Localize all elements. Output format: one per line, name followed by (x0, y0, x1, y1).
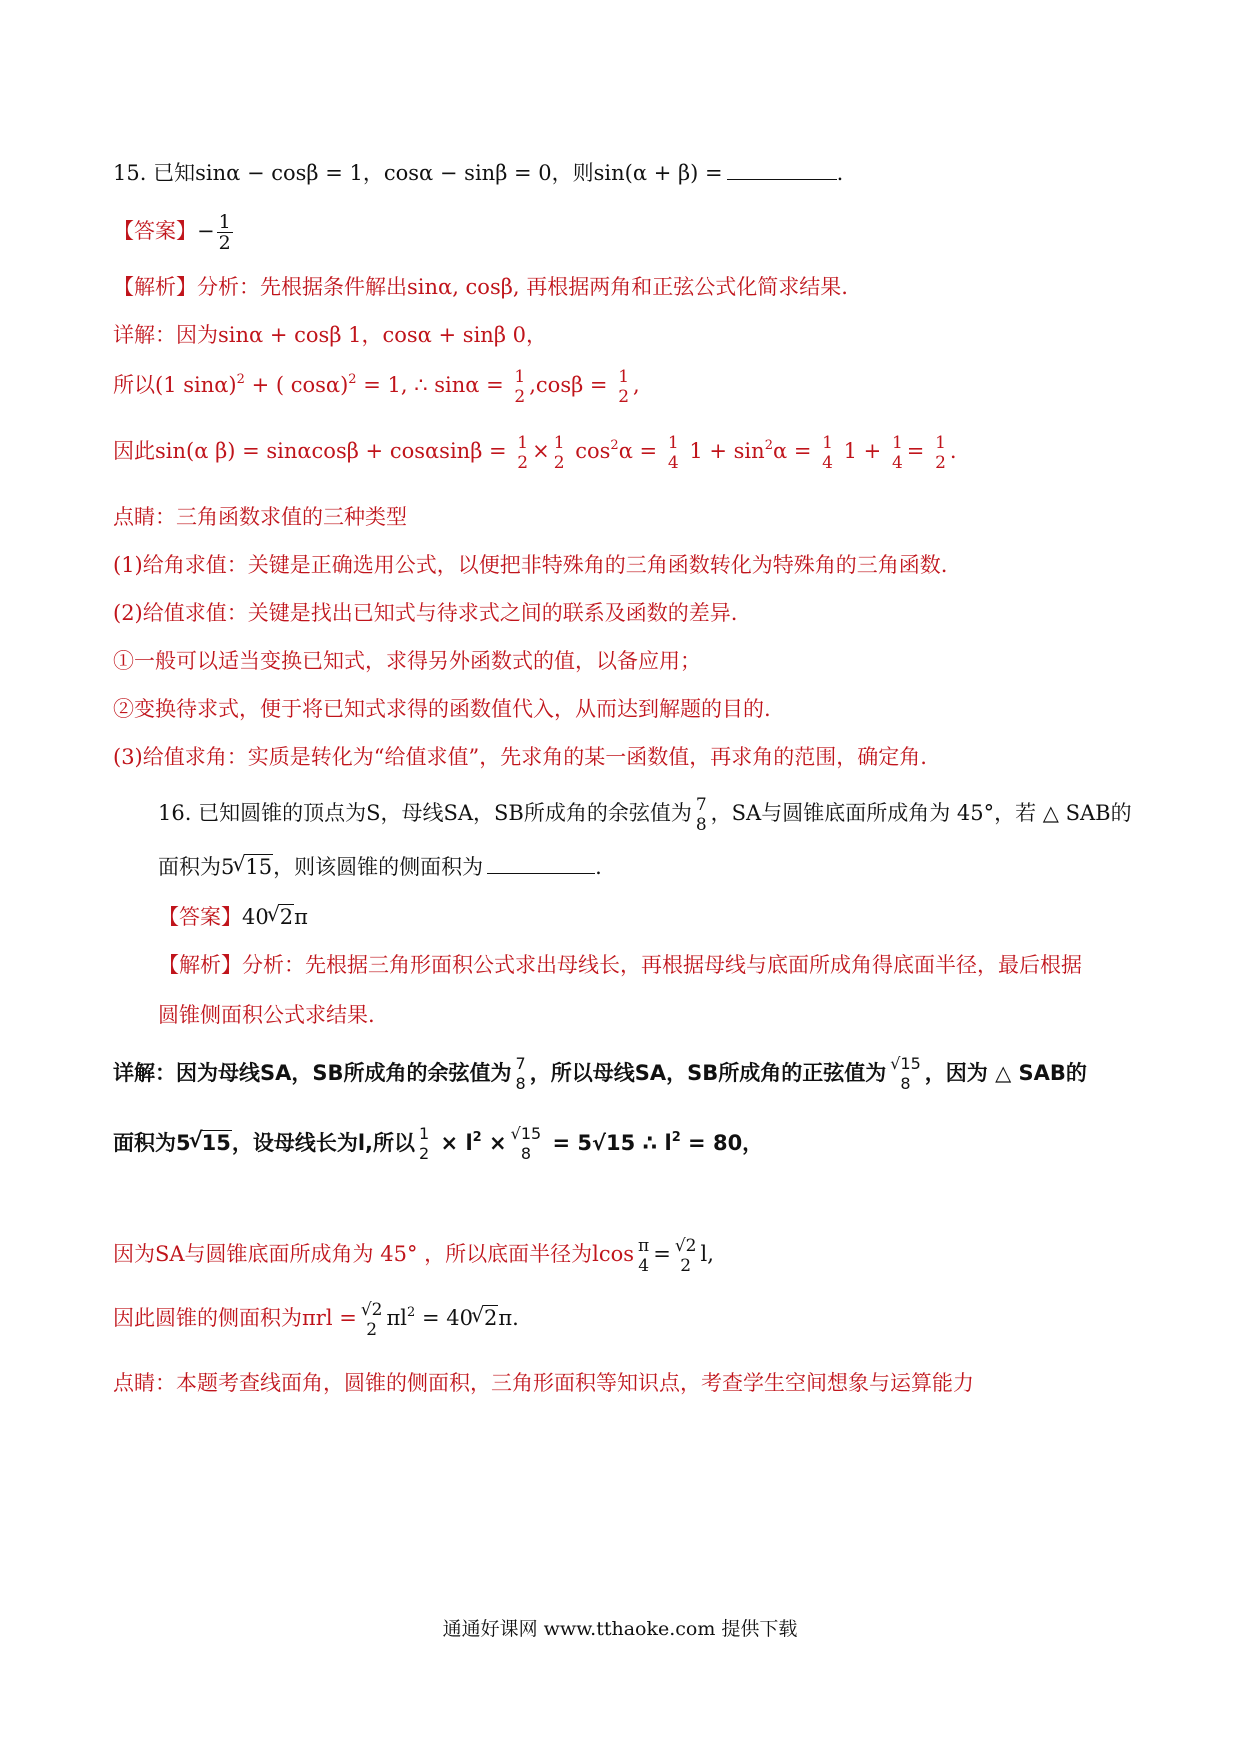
fraction: √2 2 (674, 1235, 697, 1276)
sqrt: √ 15 (191, 1120, 232, 1166)
sqrt: √ 2 (473, 1294, 498, 1342)
page-footer: 通通好课网 www.tthaoke.com 提供下载 (442, 1618, 798, 1640)
q16-detail-2: 面积为5√ 15，设母线长为l,所以 1 2 × $l^2$ × √15 8 = 5√15 ∴ $l^2 = 80$， (113, 1120, 763, 1166)
q15-analysis: 【解析】分析：先根据条件解出sinα, cosβ, 再根据两角和正弦公式化简求结果. (113, 275, 848, 299)
q15-dianjing-title: 点睛：三角函数求值的三种类型 (113, 505, 407, 529)
fraction: √15 8 (510, 1124, 542, 1163)
fraction: 1 2 (553, 432, 565, 473)
fraction: √15 8 (890, 1054, 921, 1093)
fraction: 1 2 (618, 366, 630, 407)
fraction: √2 2 (360, 1299, 383, 1340)
answer-blank (727, 159, 837, 180)
fraction: 1 4 (822, 432, 833, 473)
q16-stem-1: 16. 已知圆锥的顶点为S，母线SA，SB所成角的余弦值为 7 8 ，SA与圆锥底面所成角为 45°，若 △ SAB的 (158, 794, 1132, 835)
fraction: π 4 (638, 1235, 650, 1276)
fraction: 1 2 (935, 432, 946, 473)
fraction: 1 2 (419, 1124, 430, 1163)
q16-detail-4: 因此圆锥的侧面积为πrl = √2 2 $\pi l^2 = 40√$ 2π. (113, 1294, 519, 1342)
answer-fraction: $\frac{1}{2}$ (218, 211, 231, 254)
q16-detail-3: 因为SA与圆锥底面所成角为 45° ，所以底面半径为lcos π 4 = √2 2 l, (113, 1235, 714, 1276)
q15-point-2: (2)给值求值：关键是找出已知式与待求式之间的联系及函数的差异. (113, 601, 738, 625)
fraction: 1 4 (891, 432, 903, 473)
q16-answer: 【答案】40√ 2π (158, 902, 308, 932)
fraction: 1 2 (517, 432, 529, 473)
answer-blank (487, 853, 595, 874)
q15-point-3: ①一般可以适当变换已知式，求得另外函数式的值，以备应用； (113, 649, 701, 673)
q15-point-1: (1)给角求值：关键是正确选用公式，以便把非特殊角的三角函数转化为特殊角的三角函数. (113, 553, 948, 577)
q16-detail-1: 详解：因为母线SA，SB所成角的余弦值为 7 8 ，所以母线SA，SB所成角的正弦值为 √15 8 ，因为 △ SAB的 (113, 1054, 1087, 1093)
q16-analysis-1: 【解析】分析：先根据三角形面积公式求出母线长，再根据母线与底面所成角得底面半径，最后根据 (158, 953, 1082, 977)
q15-detail-2: 所以(1 sinα)$^2$ + ( cosα)$^2$ = 1, ∴ sinα = 1 2 ,cosβ = 1 2 , (113, 366, 640, 407)
fraction: 7 8 (695, 794, 707, 835)
q16-analysis-2: 圆锥侧面积公式求结果. (158, 1003, 375, 1027)
fraction: 1 4 (667, 432, 679, 473)
q15-detail-3: 因此sin(α β) = sinαcosβ + cosαsinβ = 1 2 × 1 2 $\cos^2\alpha$ = 1 4 $1 + \sin^2\alpha$ = 1 4 1 + 1 4 = 1 2 . (113, 432, 957, 473)
q15-point-5: (3)给值求角：实质是转化为“给值求值”，先求角的某一函数值，再求角的范围，确定角. (113, 745, 927, 769)
q15-answer: 【答案】− $\frac{1}{2}$ (113, 211, 231, 254)
q15-stem: 15. 已知sinα − cosβ = 1，cosα − sinβ = 0，则sin(α + β) = . (113, 161, 844, 185)
sqrt: √ 2 (269, 902, 294, 932)
q15-detail-1: 详解：因为sinα + cosβ 1，cosα + sinβ 0， (113, 323, 548, 347)
fraction: 1 2 (514, 366, 526, 407)
sqrt: √ 15 (234, 852, 273, 882)
q16-stem-2: 面积为5√ 15，则该圆锥的侧面积为 . (158, 852, 602, 882)
q15-point-4: ②变换待求式，便于将已知式求得的函数值代入，从而达到解题的目的. (113, 697, 771, 721)
q16-dianjing: 点睛：本题考查线面角，圆锥的侧面积，三角形面积等知识点，考查学生空间想象与运算能力 (113, 1371, 974, 1395)
fraction: 7 8 (515, 1054, 526, 1093)
